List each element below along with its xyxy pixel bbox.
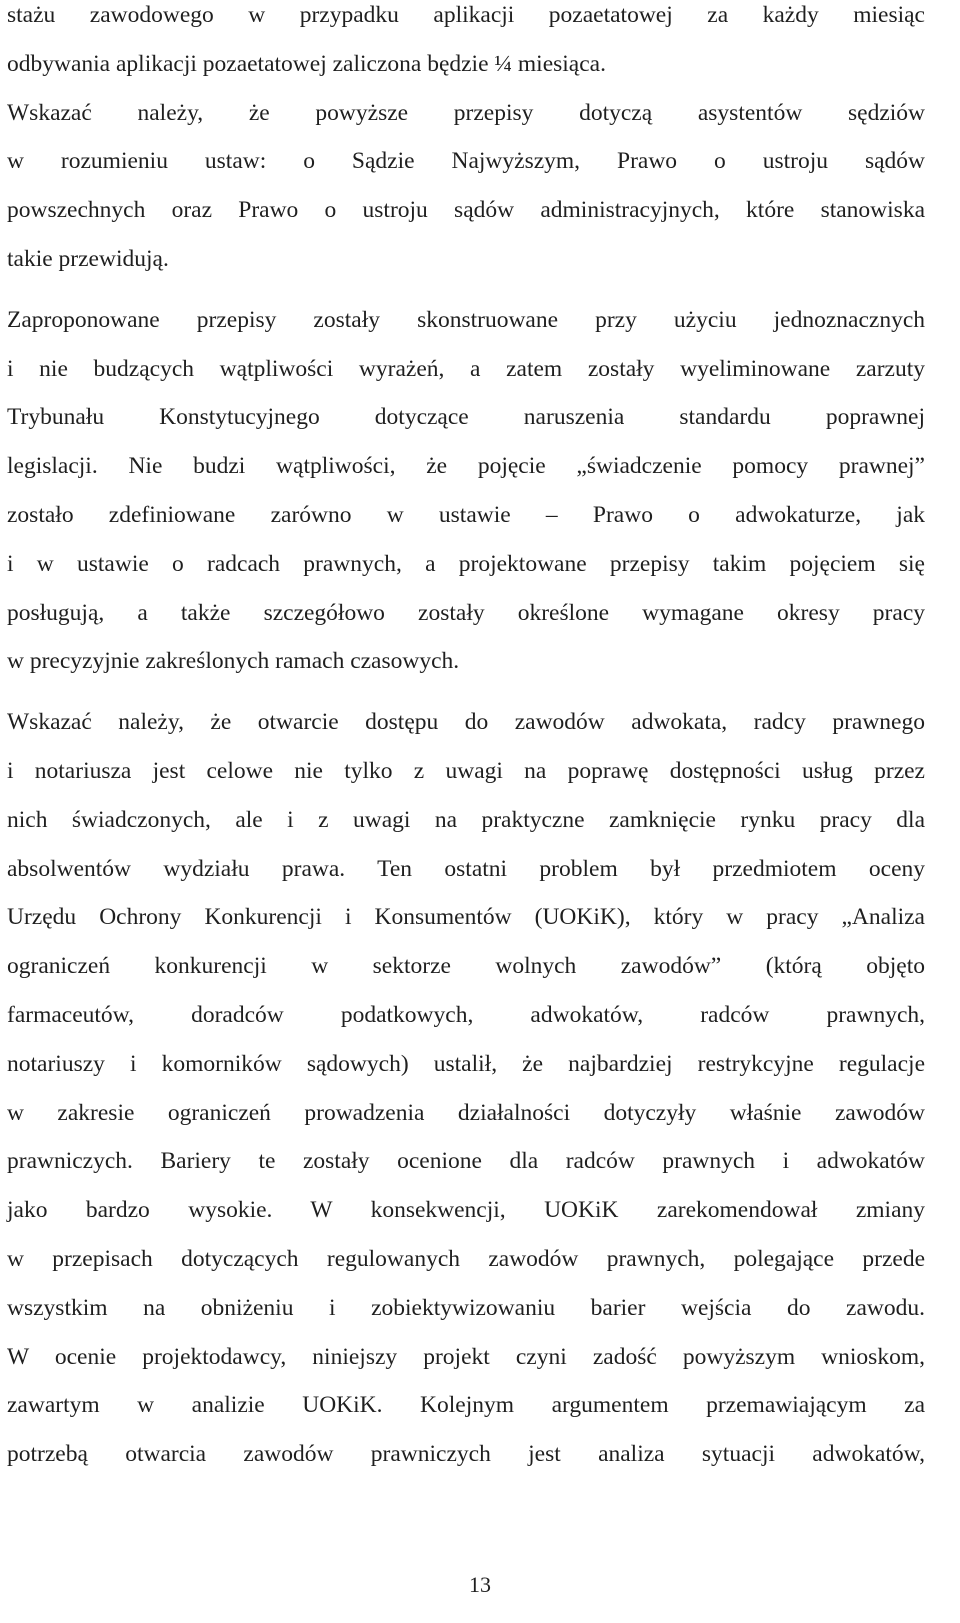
text-line: Zaproponowane przepisy zostały skonstruowane przy użyciu jednoznacznych <box>7 306 925 333</box>
text-line: absolwentów wydziału prawa. Ten ostatni problem był przedmiotem oceny <box>7 855 925 882</box>
text-line: potrzebą otwarcia zawodów prawniczych jest analiza sytuacji adwokatów, <box>7 1441 925 1468</box>
text-line: W ocenie projektodawcy, niniejszy projekt czyni zadość powyższym wnioskom, <box>7 1343 925 1370</box>
text-line: wszystkim na obniżeniu i zobiektywizowaniu barier wejścia do zawodu. <box>7 1294 925 1321</box>
text-line: stażu zawodowego w przypadku aplikacji pozaetatowej za każdy miesiąc <box>7 2 925 28</box>
text-line: zostało zdefiniowane zarówno w ustawie – Prawo o adwokaturze, jak <box>7 501 925 528</box>
paragraph-spacing <box>7 686 925 698</box>
text-line: Trybunału Konstytucyjnego dotyczące naruszenia standardu poprawnej <box>7 404 925 431</box>
paragraph-spacing <box>7 284 925 296</box>
text-line: Urzędu Ochrony Konkurencji i Konsumentów (UOKiK), który w pracy „Analiza <box>7 904 925 931</box>
text-line: Wskazać należy, że powyższe przepisy dotyczą asystentów sędziów <box>7 99 925 126</box>
text-line: zawartym w analizie UOKiK. Kolejnym argumentem przemawiającym za <box>7 1392 925 1419</box>
text-line: posługują, a także szczegółowo zostały określone wymagane okresy pracy <box>7 599 925 626</box>
text-line: Wskazać należy, że otwarcie dostępu do zawodów adwokata, radcy prawnego <box>7 709 925 736</box>
text-line: nich świadczonych, ale i z uwagi na praktyczne zamknięcie rynku pracy dla <box>7 806 925 833</box>
page-number: 13 <box>469 1572 491 1597</box>
text-line: prawniczych. Bariery te zostały ocenione dla radców prawnych i adwokatów <box>7 1148 925 1175</box>
text-line: ograniczeń konkurencji w sektorze wolnych zawodów” (którą objęto <box>7 953 925 980</box>
paragraph-2 <box>7 89 925 284</box>
text-line: notariuszy i komorników sądowych) ustalił, że najbardziej restrykcyjne regulacje <box>7 1050 925 1077</box>
text-line: w rozumieniu ustaw: o Sądzie Najwyższym, Prawo o ustroju sądów <box>7 148 925 175</box>
text-line: takie przewidują. <box>7 245 169 272</box>
text-line: w przepisach dotyczących regulowanych zawodów prawnych, polegające przede <box>7 1245 925 1272</box>
text-line: jako bardzo wysokie. W konsekwencji, UOKiK zarekomendował zmiany <box>7 1197 925 1224</box>
text-line: w zakresie ograniczeń prowadzenia działalności dotyczyły właśnie zawodów <box>7 1099 925 1126</box>
paragraph-4 <box>7 698 925 1479</box>
document-body <box>7 0 925 1479</box>
text-line: i notariusza jest celowe nie tylko z uwagi na poprawę dostępności usług przez <box>7 757 925 784</box>
text-line: farmaceutów, doradców podatkowych, adwokatów, radców prawnych, <box>7 1001 925 1028</box>
text-line: w precyzyjnie zakreślonych ramach czasowych. <box>7 648 460 675</box>
text-line: odbywania aplikacji pozaetatowej zaliczona będzie ¼ miesiąca. <box>7 50 606 77</box>
text-line: i w ustawie o radcach prawnych, a projektowane przepisy takim pojęciem się <box>7 550 925 577</box>
text-line: i nie budzących wątpliwości wyrażeń, a zatem zostały wyeliminowane zarzuty <box>7 355 925 382</box>
text-line: powszechnych oraz Prawo o ustroju sądów administracyjnych, które stanowiska <box>7 197 925 224</box>
paragraph-1 <box>7 0 925 89</box>
text-line: legislacji. Nie budzi wątpliwości, że pojęcie „świadczenie pomocy prawnej” <box>7 453 925 480</box>
paragraph-3 <box>7 296 925 686</box>
